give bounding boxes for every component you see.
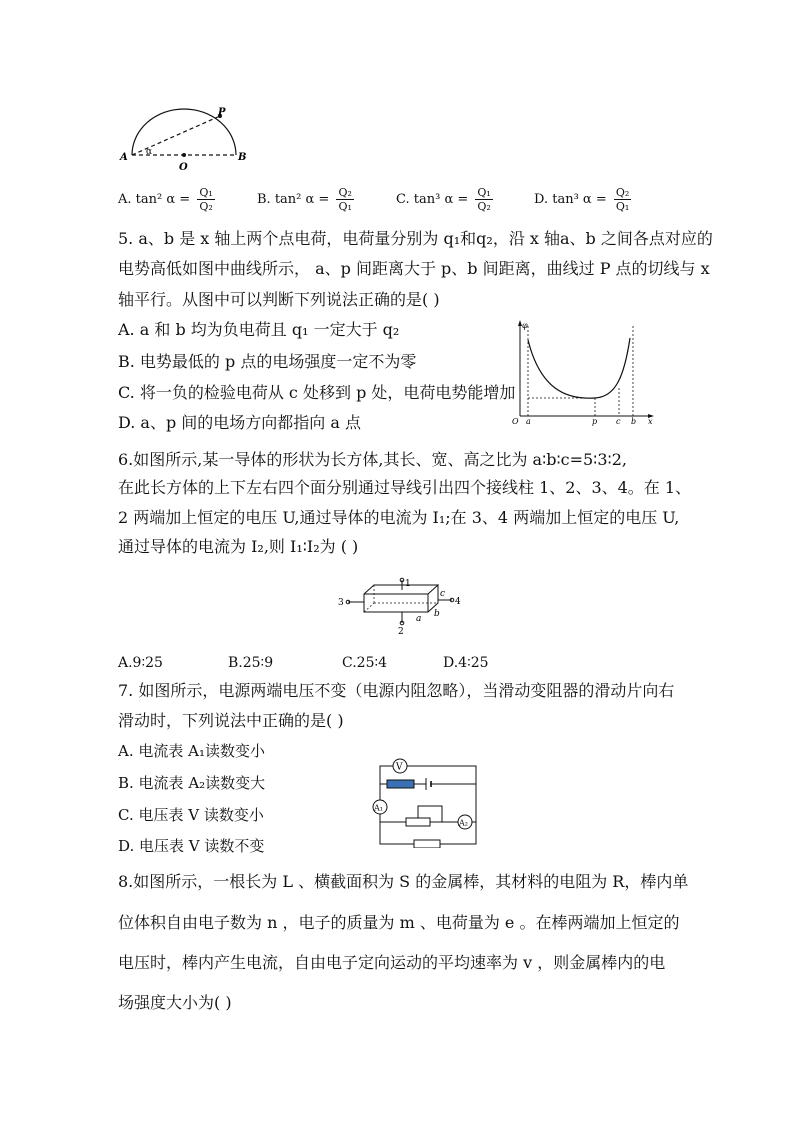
label-b: B [238, 152, 247, 163]
q6-stem-line3: 2 两端加上恒定的电压 U,通过导体的电流为 I₁;在 3、4 两端加上恒定的电压 U, [118, 508, 680, 527]
q4-option-c[interactable]: C. tan³ α = $\frac{\text{Q₁}}{\text{Q₂}}$ [396, 186, 491, 213]
q5-option-d[interactable]: D. a、p 间的电场方向都指向 a 点 [118, 413, 362, 432]
ammeter-a2-label: A₂ [459, 818, 468, 828]
q7-stem-line1: 7. 如图所示，电源两端电压不变（电源内阻忽略），当滑动变阻器的滑动片向右 [118, 681, 675, 700]
tick-c: c [616, 417, 621, 426]
q4-option-b[interactable]: B. tan² α = $\frac{\text{Q₂}}{\text{Q₁}}$ [257, 186, 352, 213]
cuboid-figure [336, 576, 466, 638]
terminal-1: 1 [405, 579, 411, 589]
label-o: O [179, 162, 188, 173]
q6-option-c[interactable]: C.25∶4 [342, 655, 388, 671]
q7-option-d[interactable]: D. 电压表 V 读数不变 [118, 837, 265, 855]
q5-option-a[interactable]: A. a 和 b 均为负电荷且 q₁ 一定大于 q₂ [118, 320, 400, 339]
potential-graph [510, 318, 660, 426]
axis-phi: φ [522, 321, 528, 330]
q5-option-c[interactable]: C. 将一负的检验电荷从 c 处移到 p 处，电荷电势能增加 [118, 383, 516, 402]
q6-option-a[interactable]: A.9∶25 [118, 655, 163, 671]
q8-stem-line3: 电压时，棒内产生电流，自由电子定向运动的平均速率为 v ，则金属棒内的电 [118, 953, 666, 972]
q8-stem-line4: 场强度大小为( ) [118, 993, 232, 1012]
q6-stem-line4: 通过导体的电流为 I₂,则 I₁∶I₂为 ( ) [118, 537, 359, 556]
origin-o: O [512, 417, 519, 426]
tick-p: p [592, 417, 598, 426]
q4-option-d[interactable]: D. tan³ α = $\frac{\text{Q₂}}{\text{Q₁}}$ [534, 186, 630, 213]
q6-stem-line1: 6.如图所示,某一导体的形状为长方体,其长、宽、高之比为 a∶b∶c=5∶3∶2, [118, 450, 627, 469]
q7-stem-line2: 滑动时，下列说法中正确的是( ) [118, 711, 344, 730]
q8-stem-line1: 8.如图所示，一根长为 L 、横截面积为 S 的金属棒，其材料的电阻为 R，棒内单 [118, 872, 689, 891]
q7-option-c[interactable]: C. 电压表 V 读数变小 [118, 806, 264, 824]
semicircle-figure [118, 105, 258, 175]
q6-stem-line2: 在此长方体的上下左右四个面分别通过导线引出四个接线柱 1、2、3、4。在 1、 [118, 478, 692, 497]
q5-stem-line3: 轴平行。从图中可以判断下列说法正确的是( ) [118, 290, 440, 309]
label-p: P [218, 107, 226, 118]
q6-option-b[interactable]: B.25∶9 [228, 655, 274, 671]
rheostat-icon [406, 818, 430, 826]
terminal-4: 4 [455, 597, 461, 607]
q5-stem-line1: 5. a、b 是 x 轴上两个点电荷，电荷量分别为 q₁和q₂，沿 x 轴a、b 之间各点对应的 [118, 229, 713, 248]
label-alpha: α [146, 147, 153, 157]
tick-b: b [631, 417, 637, 426]
terminal-2: 2 [398, 627, 404, 637]
circuit-figure [370, 756, 482, 848]
axis-x: x [648, 417, 653, 426]
q7-option-a[interactable]: A. 电流表 A₁读数变小 [118, 742, 265, 760]
ammeter-a1-label: A₁ [374, 803, 383, 813]
label-a: A [120, 152, 128, 163]
q5-stem-line2: 电势高低如图中曲线所示， a、p 间距离大于 p、b 间距离，曲线过 P 点的切线与 x [118, 259, 710, 278]
dim-b: b [434, 609, 440, 619]
q5-option-b[interactable]: B. 电势最低的 p 点的电场强度一定不为零 [118, 352, 417, 371]
q6-option-d[interactable]: D.4∶25 [443, 655, 489, 671]
resistor-icon [414, 840, 440, 848]
tick-a: a [526, 417, 531, 426]
voltmeter-label: V [396, 762, 403, 773]
dim-a: a [416, 614, 422, 624]
terminal-3: 3 [338, 598, 344, 608]
q4-option-a[interactable]: A. tan² α = $\frac{\text{Q₁}}{\text{Q₂}}$ [118, 186, 213, 213]
q7-option-b[interactable]: B. 电流表 A₂读数变大 [118, 774, 266, 792]
q8-stem-line2: 位体积自由电子数为 n ，电子的质量为 m 、电荷量为 e 。在棒两端加上恒定的 [118, 913, 680, 932]
resistor-blue-icon [387, 780, 414, 788]
dim-c: c [440, 589, 446, 599]
